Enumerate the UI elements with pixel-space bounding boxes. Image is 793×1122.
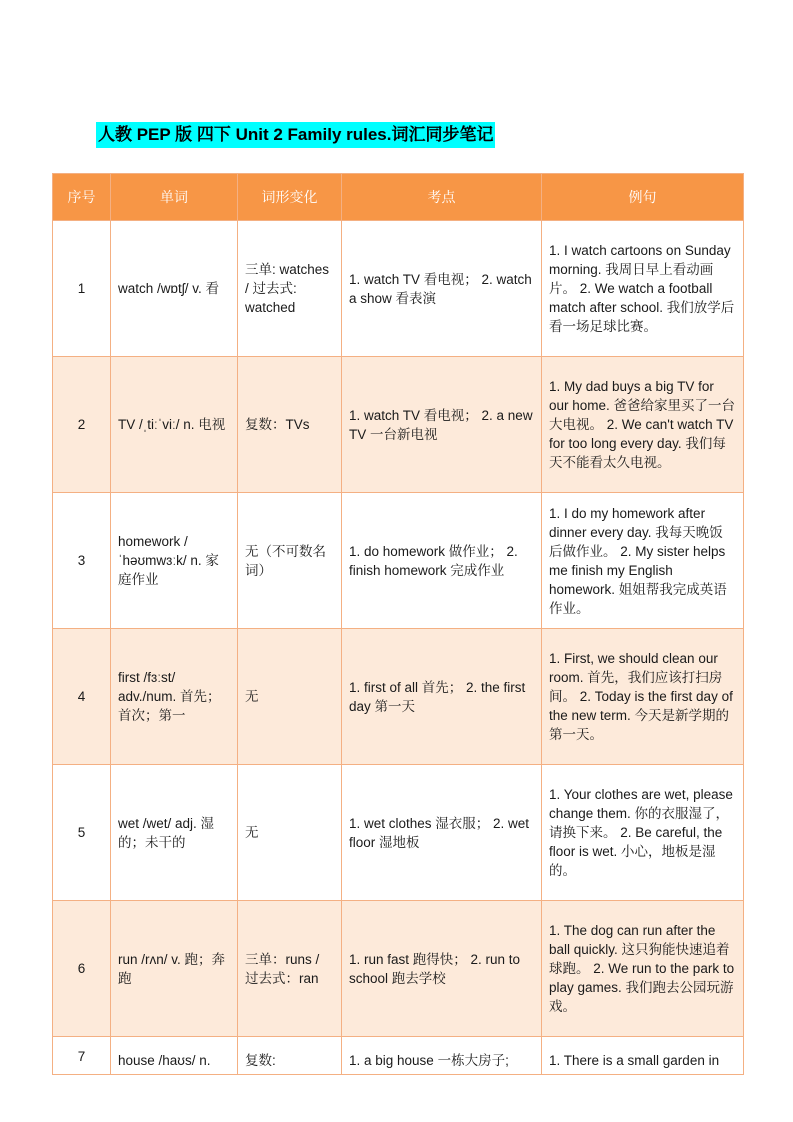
table-row	[53, 1037, 744, 1075]
row-key-points: 1. do homework 做作业； 2. finish homework 完成作业	[342, 493, 542, 629]
row-example: 1. Your clothes are wet, please change them. 你的衣服湿了，请换下来。 2. Be careful, the floor is wet. 小心，地板是湿的。	[542, 765, 744, 901]
row-key-points: 1. watch TV 看电视； 2. watch a show 看表演	[342, 221, 542, 357]
table-row	[53, 901, 744, 1037]
document-title: 人教 PEP 版 四下 Unit 2 Family rules.词汇同步笔记	[96, 122, 495, 148]
header-word-forms: 词形变化	[238, 174, 342, 221]
row-key-points: 1. first of all 首先； 2. the first day 第一天	[342, 629, 542, 765]
row-number: 4	[53, 629, 111, 765]
row-word-forms: 无（不可数名词）	[238, 493, 342, 629]
row-word: run /rʌn/ v. 跑；奔跑	[111, 901, 238, 1037]
row-word-forms: 三单：runs / 过去式：ran	[238, 901, 342, 1037]
row-example: 1. I watch cartoons on Sunday morning. 我周日早上看动画片。 2. We watch a football match after school. 我们放学后看一场足球比赛。	[542, 221, 744, 357]
row-word: TV /ˌtiːˈviː/ n. 电视	[111, 357, 238, 493]
row-word: first /fɜːst/ adv./num. 首先；首次；第一	[111, 629, 238, 765]
row-example: 1. My dad buys a big TV for our home. 爸爸给家里买了一台大电视。 2. We can't watch TV for too long every day. 我们每天不能看太久电视。	[542, 357, 744, 493]
row-word: homework /ˈhəʊmwɜːk/ n. 家庭作业	[111, 493, 238, 629]
row-word: watch /wɒtʃ/ v. 看	[111, 221, 238, 357]
header-word: 单词	[111, 174, 238, 221]
row-key-points: 1. run fast 跑得快； 2. run to school 跑去学校	[342, 901, 542, 1037]
row-number: 2	[53, 357, 111, 493]
row-number: 3	[53, 493, 111, 629]
row-word-forms: 复数:	[238, 1037, 342, 1075]
row-word-forms: 无	[238, 765, 342, 901]
row-word: wet /wet/ adj. 湿的；未干的	[111, 765, 238, 901]
row-key-points: 1. wet clothes 湿衣服； 2. wet floor 湿地板	[342, 765, 542, 901]
row-number: 6	[53, 901, 111, 1037]
row-number: 1	[53, 221, 111, 357]
table-row	[53, 629, 744, 765]
header-example: 例句	[542, 174, 744, 221]
row-example: 1. First, we should clean our room. 首先，我们应该打扫房间。 2. Today is the first day of the new term. 今天是新学期的第一天。	[542, 629, 744, 765]
header-key-points: 考点	[342, 174, 542, 221]
row-example: 1. The dog can run after the ball quickly. 这只狗能快速追着球跑。 2. We run to the park to play games. 我们跑去公园玩游戏。	[542, 901, 744, 1037]
row-word-forms: 三单: watches / 过去式: watched	[238, 221, 342, 357]
row-number: 5	[53, 765, 111, 901]
row-word-forms: 无	[238, 629, 342, 765]
row-key-points: 1. a big house 一栋大房子;	[342, 1037, 542, 1075]
vocabulary-table	[52, 173, 744, 1075]
table-row	[53, 765, 744, 901]
table-row	[53, 493, 744, 629]
row-example: 1. There is a small garden in	[542, 1037, 744, 1075]
table-row	[53, 221, 744, 357]
table-header-row	[53, 174, 744, 221]
row-word-forms: 复数：TVs	[238, 357, 342, 493]
header-number: 序号	[53, 174, 111, 221]
row-example: 1. I do my homework after dinner every day. 我每天晚饭后做作业。 2. My sister helps me finish my English homework. 姐姐帮我完成英语作业。	[542, 493, 744, 629]
row-word: house /haʊs/ n.	[111, 1037, 238, 1075]
row-number: 7	[53, 1037, 111, 1075]
table-row	[53, 357, 744, 493]
row-key-points: 1. watch TV 看电视； 2. a new TV 一台新电视	[342, 357, 542, 493]
